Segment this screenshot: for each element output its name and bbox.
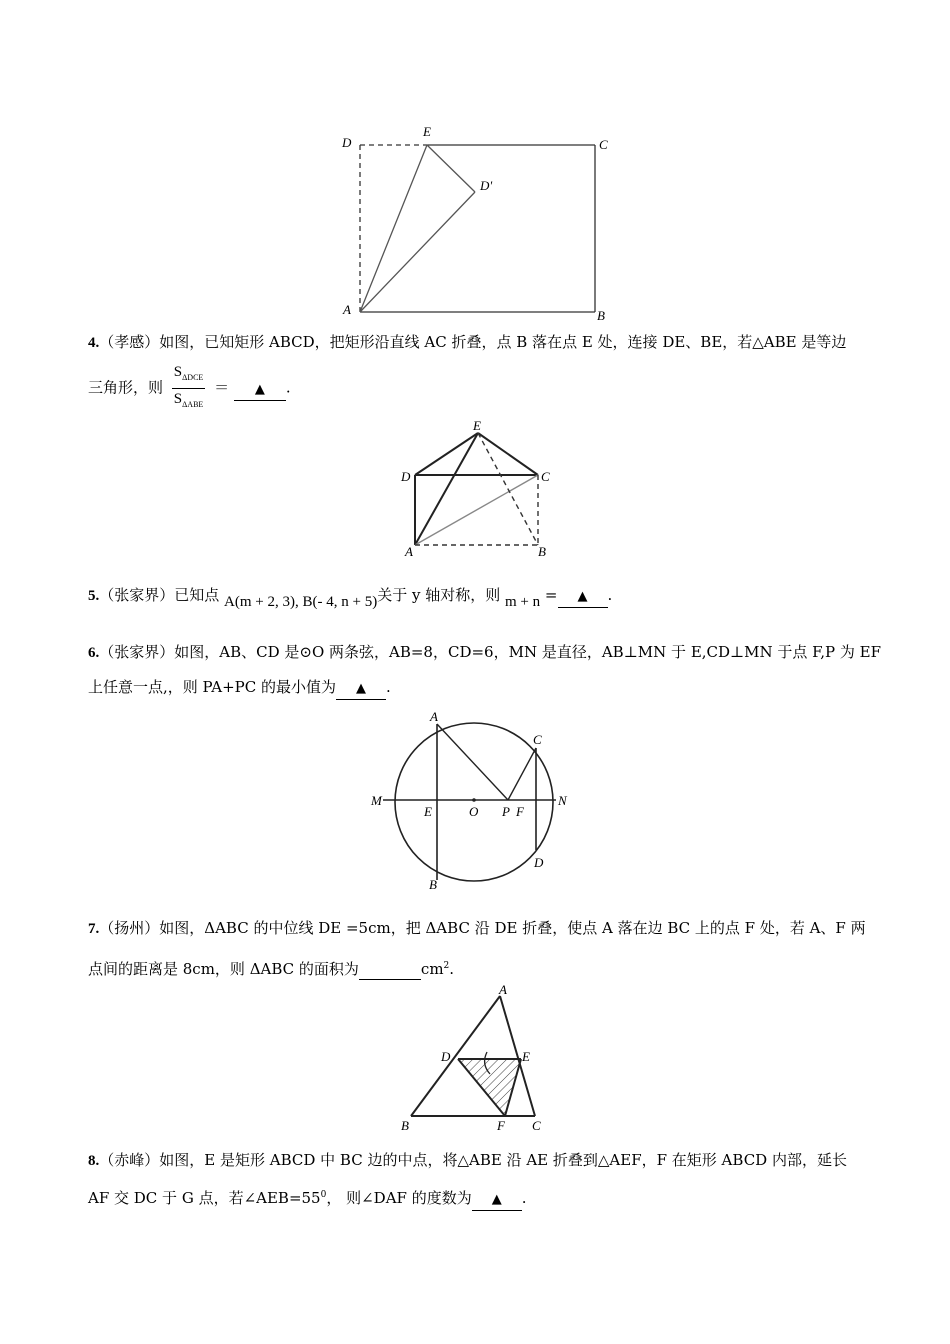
- q8-number: 8.: [88, 1153, 100, 1169]
- label-A: A: [430, 709, 438, 724]
- q4-line1: [88, 332, 846, 353]
- label-F: F: [516, 804, 524, 819]
- label-D: D: [401, 469, 411, 484]
- q5-answer-blank[interactable]: ▲: [558, 585, 608, 608]
- q4-text-line2: 三角形，则: [88, 378, 164, 397]
- label-E: E: [423, 124, 431, 139]
- label-D: D: [441, 1049, 451, 1064]
- q5-number: 5.: [88, 588, 100, 604]
- label-A: A: [343, 302, 351, 317]
- label-D: D: [534, 855, 544, 870]
- q7-answer-blank[interactable]: [359, 959, 421, 980]
- q4-line2: 三角形，则 $\frac{S_{\Delta DCE}}{S_{\Delta ABE}}$ ＝ ▲ .: [88, 362, 291, 415]
- label-N: N: [558, 793, 567, 808]
- q6-answer-blank[interactable]: ▲: [336, 677, 386, 700]
- q6-number: 6.: [88, 645, 100, 661]
- q5-points: A(m + 2, 3), B(- 4, n + 5): [224, 594, 378, 610]
- label-B: B: [597, 308, 605, 323]
- q4-answer-blank[interactable]: ▲: [234, 378, 286, 401]
- label-C: C: [532, 1118, 541, 1133]
- q6-line1: 6.（张家界）如图，AB、CD 是⊙O 两条弦，AB=8，CD=6，MN 是直径，AB⊥MN 于 E,CD⊥MN 于点 F,P 为 EF: [88, 643, 882, 661]
- figure-fold-equilateral: [395, 418, 565, 560]
- q6-line2: 上任意一点,，则 PA+PC 的最小值为 ▲ .: [88, 677, 391, 700]
- label-B: B: [429, 877, 437, 892]
- label-D-prime: D': [480, 178, 493, 193]
- label-A: A: [499, 984, 507, 997]
- q5-line: 5.（张家界）已知点 A(m + 2, 3), B(- 4, n + 5)关于 y 轴对称，则 m + n = ▲ .: [88, 586, 613, 610]
- label-E: E: [522, 1049, 530, 1064]
- figure-circle-chords: [368, 708, 578, 894]
- q7-line2: 点间的距离是 8cm，则 ΔABC 的面积为 $cm^2$.: [88, 960, 455, 978]
- q4-text-line1: （孝感）如图，已知矩形 ABCD，把矩形沿直线 AC 折叠，点 B 落在点 E 处，连接 DE、BE，若△ABE 是等边: [99, 333, 847, 351]
- q4-fraction: $\frac{S_{\Delta DCE}}{S_{\Delta ABE}}$: [173, 364, 204, 409]
- label-M: M: [371, 793, 382, 808]
- label-F: F: [497, 1118, 505, 1133]
- q8-line2: AF 交 DC 于 G 点，若$\angle AEB=55^0$， 则∠DAF 的度数为 ▲ .: [88, 1185, 527, 1211]
- q7-line1: 7.（扬州）如图，ΔABC 的中位线 DE =5cm，把 ΔABC 沿 DE 折叠，使点 A 落在边 BC 上的点 F 处，若 A、F 两: [88, 919, 866, 937]
- q8-line1: 8.（赤峰）如图，E 是矩形 ABCD 中 BC 边的中点，将△ABE 沿 AE 折叠到△AEF，F 在矩形 ABCD 内部，延长: [88, 1151, 847, 1169]
- label-C: C: [533, 732, 542, 747]
- q4-equals: ＝: [214, 378, 230, 397]
- label-C: C: [599, 137, 608, 152]
- figure-triangle-fold: [395, 984, 565, 1134]
- q7-number: 7.: [88, 921, 100, 937]
- label-P: P: [502, 804, 510, 819]
- figure-rectangle-fold: [335, 120, 625, 325]
- label-E: E: [424, 804, 432, 819]
- label-O: O: [469, 804, 479, 819]
- label-B: B: [538, 544, 546, 559]
- label-B: B: [401, 1118, 409, 1133]
- label-E: E: [473, 418, 481, 433]
- q5-expression: m + n: [505, 594, 541, 610]
- label-A: A: [405, 544, 413, 559]
- q8-answer-blank[interactable]: ▲: [472, 1188, 522, 1211]
- label-C: C: [541, 469, 550, 484]
- q4-number: 4.: [88, 335, 100, 351]
- label-D: D: [342, 135, 352, 150]
